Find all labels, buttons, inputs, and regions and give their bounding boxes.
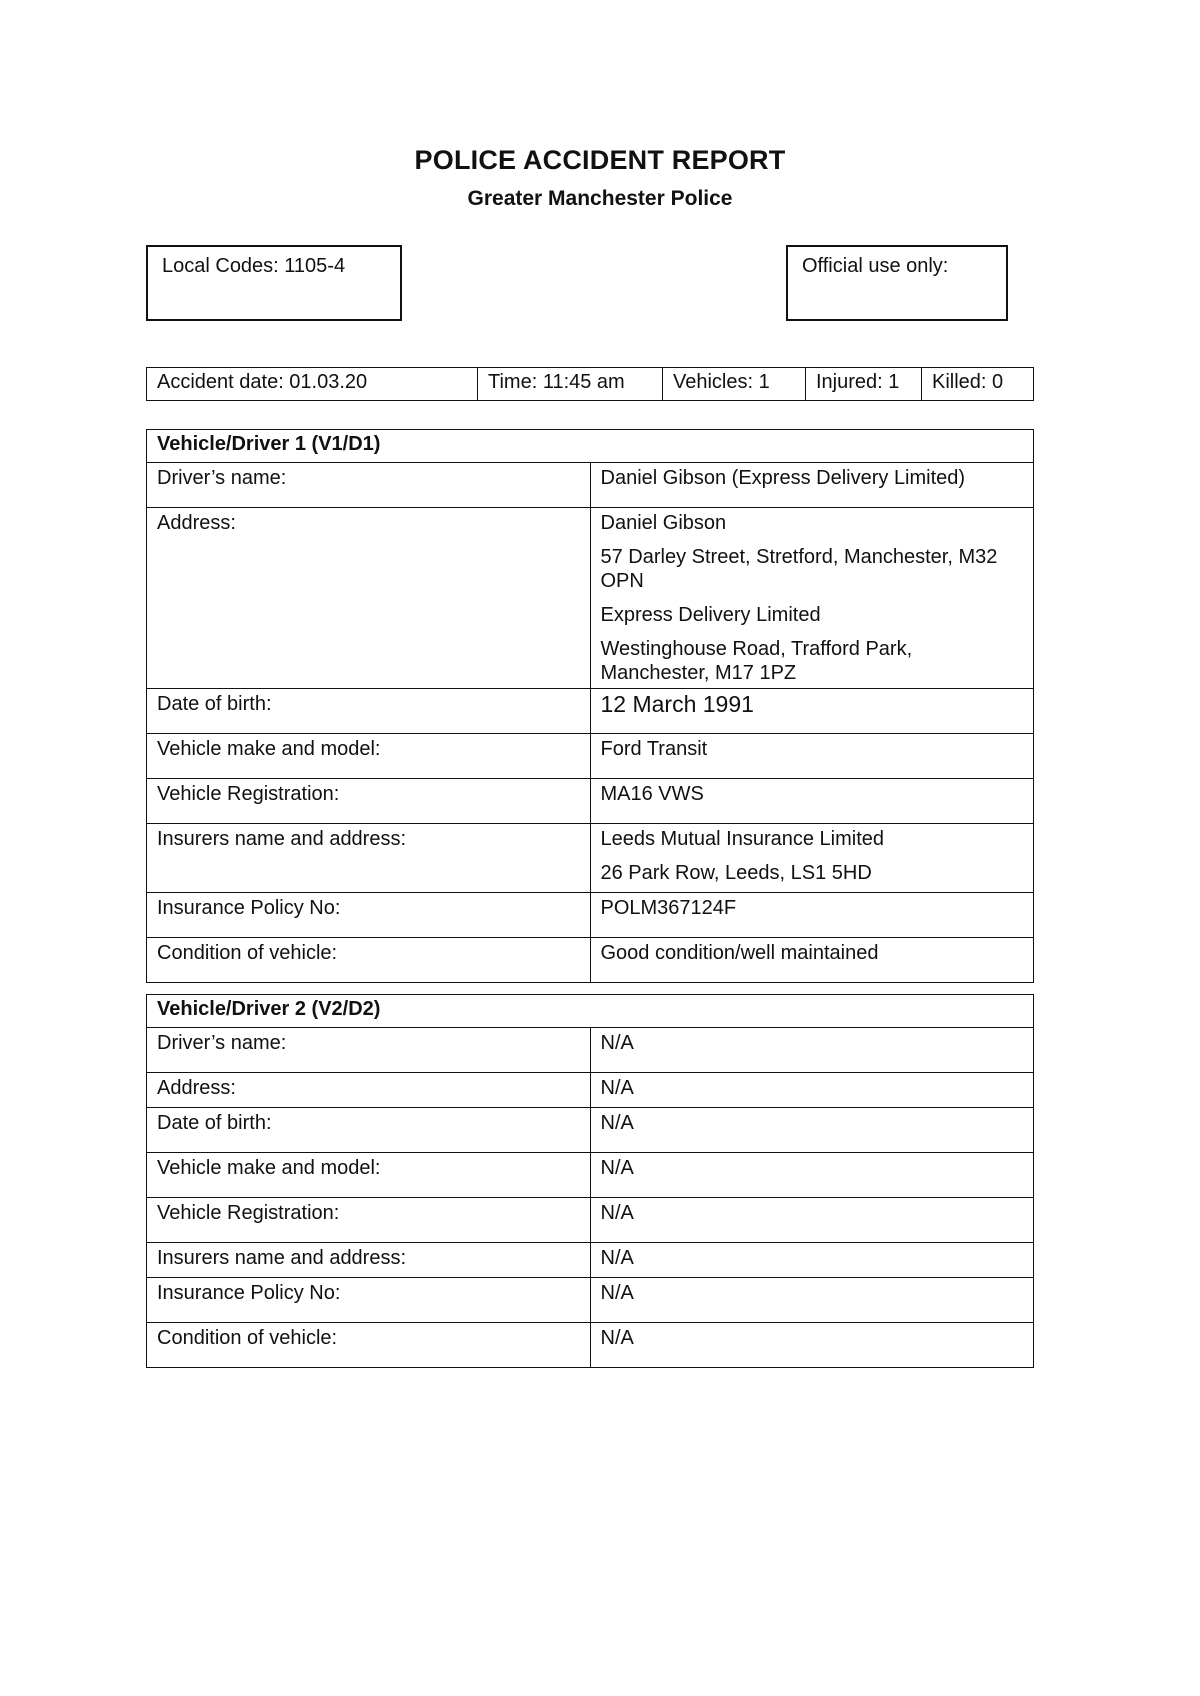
field-label: Vehicle make and model: xyxy=(147,734,591,779)
accident-date: Accident date: 01.03.20 xyxy=(147,368,478,401)
page-subtitle: Greater Manchester Police xyxy=(467,187,733,210)
table-row xyxy=(147,689,1034,734)
policy-number-value: POLM367124F xyxy=(590,893,1034,938)
field-label: Insurance Policy No: xyxy=(147,1278,591,1323)
table-row xyxy=(147,508,1034,689)
field-label: Vehicle Registration: xyxy=(147,779,591,824)
driver-name-value: Daniel Gibson (Express Delivery Limited) xyxy=(590,463,1034,508)
field-label: Date of birth: xyxy=(147,689,591,734)
dob-value: 12 March 1991 xyxy=(590,689,1034,734)
table-row xyxy=(147,1198,1034,1243)
table-row xyxy=(147,938,1034,983)
field-label: Driver’s name: xyxy=(147,463,591,508)
vehicle-make-value: N/A xyxy=(590,1153,1034,1198)
registration-value: N/A xyxy=(590,1198,1034,1243)
table-row xyxy=(147,1028,1034,1073)
table-row xyxy=(147,463,1034,508)
insurer-line: 26 Park Row, Leeds, LS1 5HD xyxy=(600,862,872,884)
registration-value: MA16 VWS xyxy=(590,779,1034,824)
field-label: Condition of vehicle: xyxy=(147,1323,591,1368)
injured-count: Injured: 1 xyxy=(806,368,922,401)
field-label: Insurers name and address: xyxy=(147,824,591,893)
vehicle-condition-value: Good condition/well maintained xyxy=(590,938,1034,983)
table-row xyxy=(147,779,1034,824)
address-line: Westinghouse Road, Trafford Park, Manchester, M17 1PZ xyxy=(600,638,913,684)
insurer-value: N/A xyxy=(590,1243,1034,1278)
field-label: Address: xyxy=(147,1073,591,1108)
table-row xyxy=(147,1243,1034,1278)
section-header-row xyxy=(147,430,1034,463)
insurer-line: Leeds Mutual Insurance Limited xyxy=(600,828,884,850)
field-label: Condition of vehicle: xyxy=(147,938,591,983)
address-value: N/A xyxy=(590,1073,1034,1108)
address-line: Daniel Gibson xyxy=(600,512,727,534)
insurer-value xyxy=(590,824,1034,893)
address-value xyxy=(590,508,1034,689)
field-label: Driver’s name: xyxy=(147,1028,591,1073)
table-row xyxy=(147,1323,1034,1368)
summary-row xyxy=(147,368,1034,401)
official-use-box: Official use only: xyxy=(786,245,1008,321)
table-row xyxy=(147,1278,1034,1323)
field-label: Insurance Policy No: xyxy=(147,893,591,938)
vehicle-make-value: Ford Transit xyxy=(590,734,1034,779)
field-label: Insurers name and address: xyxy=(147,1243,591,1278)
field-label: Address: xyxy=(147,508,591,689)
vehicle-driver-2-table xyxy=(146,994,1034,1368)
section-title: Vehicle/Driver 1 (V1/D1) xyxy=(147,430,1034,463)
address-line: Express Delivery Limited xyxy=(600,604,821,626)
dob-value: N/A xyxy=(590,1108,1034,1153)
local-codes-box: Local Codes: 1105-4 xyxy=(146,245,402,321)
table-row xyxy=(147,1073,1034,1108)
section-header-row xyxy=(147,995,1034,1028)
field-label: Date of birth: xyxy=(147,1108,591,1153)
page-title: POLICE ACCIDENT REPORT xyxy=(414,145,786,175)
driver-name-value: N/A xyxy=(590,1028,1034,1073)
accident-summary-table xyxy=(146,367,1034,401)
table-row xyxy=(147,1108,1034,1153)
policy-number-value: N/A xyxy=(590,1278,1034,1323)
killed-count: Killed: 0 xyxy=(922,368,1034,401)
section-title: Vehicle/Driver 2 (V2/D2) xyxy=(147,995,1034,1028)
vehicle-driver-1-table xyxy=(146,429,1034,983)
field-label: Vehicle Registration: xyxy=(147,1198,591,1243)
address-line: 57 Darley Street, Stretford, Manchester, M32 OPN xyxy=(600,546,998,592)
field-label: Vehicle make and model: xyxy=(147,1153,591,1198)
table-row xyxy=(147,1153,1034,1198)
vehicle-count: Vehicles: 1 xyxy=(663,368,806,401)
vehicle-condition-value: N/A xyxy=(590,1323,1034,1368)
table-row xyxy=(147,824,1034,893)
table-row xyxy=(147,893,1034,938)
table-row xyxy=(147,734,1034,779)
accident-time: Time: 11:45 am xyxy=(478,368,663,401)
